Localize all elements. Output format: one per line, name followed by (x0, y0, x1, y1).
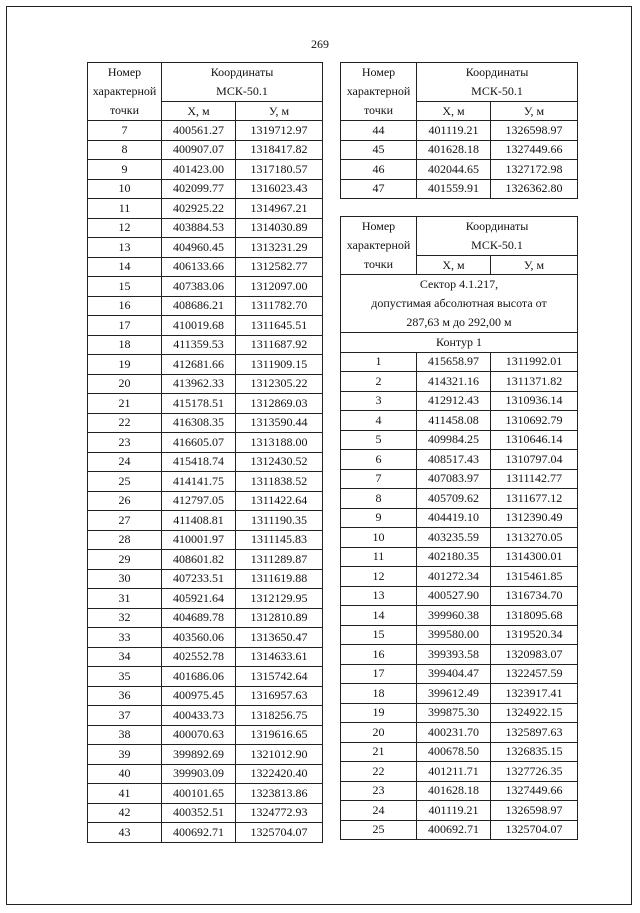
header-y: У, м (491, 102, 578, 121)
page-number: 269 (311, 37, 329, 51)
x-coordinate-cell: 400527.90 (417, 586, 491, 606)
point-number-cell: 8 (341, 489, 417, 509)
y-coordinate-cell: 1327172.98 (491, 160, 578, 180)
point-number-cell: 44 (341, 121, 417, 141)
table-row (341, 586, 578, 606)
x-coordinate-cell: 408686.21 (162, 296, 236, 316)
table-row (88, 452, 323, 472)
point-number-cell: 18 (88, 335, 162, 355)
y-coordinate-cell: 1311619.88 (236, 569, 323, 589)
x-coordinate-cell: 411408.81 (162, 511, 236, 531)
table-row (88, 686, 323, 706)
point-number-cell: 20 (341, 723, 417, 743)
point-number-cell: 27 (88, 511, 162, 531)
x-coordinate-cell: 399892.69 (162, 745, 236, 765)
y-coordinate-cell: 1310692.79 (491, 411, 578, 431)
x-coordinate-cell: 400907.07 (162, 140, 236, 160)
x-coordinate-cell: 415178.51 (162, 394, 236, 414)
point-number-cell: 9 (341, 508, 417, 528)
point-number-cell: 25 (341, 820, 417, 840)
point-number-cell: 10 (341, 528, 417, 548)
x-coordinate-cell: 401119.21 (417, 801, 491, 821)
x-coordinate-cell: 405921.64 (162, 589, 236, 609)
x-coordinate-cell: 412797.05 (162, 491, 236, 511)
y-coordinate-cell: 1323917.41 (491, 684, 578, 704)
point-number-cell: 31 (88, 589, 162, 609)
table-row (88, 667, 323, 687)
table-row (341, 820, 578, 840)
table-row (341, 606, 578, 626)
table-row (88, 569, 323, 589)
x-coordinate-cell: 405709.62 (417, 489, 491, 509)
table-row (88, 140, 323, 160)
table-row (88, 355, 323, 375)
point-number-cell: 20 (88, 374, 162, 394)
y-coordinate-cell: 1315461.85 (491, 567, 578, 587)
point-number-cell: 26 (88, 491, 162, 511)
table-row (88, 764, 323, 784)
coordinates-table-top-right (340, 62, 578, 199)
x-coordinate-cell: 400692.71 (417, 820, 491, 840)
point-number-cell: 25 (88, 472, 162, 492)
point-number-cell: 41 (88, 784, 162, 804)
y-coordinate-cell: 1327449.66 (491, 140, 578, 160)
point-number-cell: 22 (88, 413, 162, 433)
x-coordinate-cell: 404689.78 (162, 608, 236, 628)
table-row (341, 801, 578, 821)
header-x: Х, м (417, 256, 491, 275)
point-number-cell: 19 (88, 355, 162, 375)
header-x: Х, м (417, 102, 491, 121)
y-coordinate-cell: 1325704.07 (236, 823, 323, 843)
point-number-cell: 23 (341, 781, 417, 801)
header-coordinates: Координаты МСК-50.1 (162, 63, 323, 102)
x-coordinate-cell: 399875.30 (417, 703, 491, 723)
point-number-cell: 17 (341, 664, 417, 684)
table-row (88, 491, 323, 511)
y-coordinate-cell: 1311289.87 (236, 550, 323, 570)
y-coordinate-cell: 1311687.92 (236, 335, 323, 355)
table-row (88, 277, 323, 297)
x-coordinate-cell: 408517.43 (417, 450, 491, 470)
table-row (88, 706, 323, 726)
point-number-cell: 42 (88, 803, 162, 823)
y-coordinate-cell: 1312390.49 (491, 508, 578, 528)
x-coordinate-cell: 400678.50 (417, 742, 491, 762)
point-number-cell: 46 (341, 160, 417, 180)
x-coordinate-cell: 400352.51 (162, 803, 236, 823)
point-number-cell: 11 (341, 547, 417, 567)
y-coordinate-cell: 1310936.14 (491, 391, 578, 411)
table-row (341, 762, 578, 782)
point-number-cell: 12 (88, 218, 162, 238)
point-number-cell: 7 (88, 121, 162, 141)
table-row (88, 121, 323, 141)
header-y: У, м (236, 102, 323, 121)
point-number-cell: 18 (341, 684, 417, 704)
point-number-cell: 21 (341, 742, 417, 762)
y-coordinate-cell: 1310797.04 (491, 450, 578, 470)
y-coordinate-cell: 1313270.05 (491, 528, 578, 548)
table-row (88, 472, 323, 492)
table-row (88, 530, 323, 550)
x-coordinate-cell: 401211.71 (417, 762, 491, 782)
x-coordinate-cell: 404960.45 (162, 238, 236, 258)
table-row (341, 352, 578, 372)
table-row (88, 374, 323, 394)
y-coordinate-cell: 1318256.75 (236, 706, 323, 726)
point-number-cell: 40 (88, 764, 162, 784)
point-number-cell: 12 (341, 567, 417, 587)
point-number-cell: 36 (88, 686, 162, 706)
x-coordinate-cell: 402099.77 (162, 179, 236, 199)
table-row (341, 781, 578, 801)
x-coordinate-cell: 400561.27 (162, 121, 236, 141)
table-row (88, 433, 323, 453)
point-number-cell: 16 (88, 296, 162, 316)
table-row (88, 335, 323, 355)
table-row (341, 121, 578, 141)
point-number-cell: 14 (341, 606, 417, 626)
header-coordinates: Координаты МСК-50.1 (417, 217, 578, 256)
y-coordinate-cell: 1325704.07 (491, 820, 578, 840)
y-coordinate-cell: 1314300.01 (491, 547, 578, 567)
y-coordinate-cell: 1316957.63 (236, 686, 323, 706)
table-row (341, 664, 578, 684)
x-coordinate-cell: 416308.35 (162, 413, 236, 433)
point-number-cell: 11 (88, 199, 162, 219)
table-row (341, 645, 578, 665)
y-coordinate-cell: 1311422.64 (236, 491, 323, 511)
table-row (88, 647, 323, 667)
point-number-cell: 19 (341, 703, 417, 723)
point-number-cell: 2 (341, 372, 417, 392)
y-coordinate-cell: 1312097.00 (236, 277, 323, 297)
y-coordinate-cell: 1327726.35 (491, 762, 578, 782)
table-row (88, 628, 323, 648)
point-number-cell: 29 (88, 550, 162, 570)
point-number-cell: 17 (88, 316, 162, 336)
y-coordinate-cell: 1318095.68 (491, 606, 578, 626)
y-coordinate-cell: 1326835.15 (491, 742, 578, 762)
point-number-cell: 33 (88, 628, 162, 648)
table-row (341, 430, 578, 450)
point-number-cell: 24 (341, 801, 417, 821)
table-row (341, 547, 578, 567)
point-number-cell: 38 (88, 725, 162, 745)
table-row (341, 140, 578, 160)
y-coordinate-cell: 1326598.97 (491, 801, 578, 821)
y-coordinate-cell: 1323813.86 (236, 784, 323, 804)
y-coordinate-cell: 1322420.40 (236, 764, 323, 784)
x-coordinate-cell: 400101.65 (162, 784, 236, 804)
x-coordinate-cell: 400070.63 (162, 725, 236, 745)
point-number-cell: 28 (88, 530, 162, 550)
table-row (88, 784, 323, 804)
x-coordinate-cell: 412681.66 (162, 355, 236, 375)
y-coordinate-cell: 1311838.52 (236, 472, 323, 492)
x-coordinate-cell: 401559.91 (417, 179, 491, 199)
y-coordinate-cell: 1312810.89 (236, 608, 323, 628)
x-coordinate-cell: 407233.51 (162, 569, 236, 589)
point-number-cell: 4 (341, 411, 417, 431)
table-row (88, 413, 323, 433)
point-number-cell: 10 (88, 179, 162, 199)
x-coordinate-cell: 401272.34 (417, 567, 491, 587)
point-number-cell: 30 (88, 569, 162, 589)
x-coordinate-cell: 409984.25 (417, 430, 491, 450)
y-coordinate-cell: 1313590.44 (236, 413, 323, 433)
y-coordinate-cell: 1312305.22 (236, 374, 323, 394)
contour-label: Контур 1 (341, 333, 578, 353)
y-coordinate-cell: 1316734.70 (491, 586, 578, 606)
x-coordinate-cell: 406133.66 (162, 257, 236, 277)
x-coordinate-cell: 401686.06 (162, 667, 236, 687)
x-coordinate-cell: 399393.58 (417, 645, 491, 665)
point-number-cell: 34 (88, 647, 162, 667)
sector-description: Сектор 4.1.217, допустимая абсолютная высота от 287,63 м до 292,00 м (341, 275, 578, 333)
table-row (88, 199, 323, 219)
x-coordinate-cell: 412912.43 (417, 391, 491, 411)
x-coordinate-cell: 399612.49 (417, 684, 491, 704)
y-coordinate-cell: 1319520.34 (491, 625, 578, 645)
y-coordinate-cell: 1311145.83 (236, 530, 323, 550)
x-coordinate-cell: 414321.16 (417, 372, 491, 392)
x-coordinate-cell: 410001.97 (162, 530, 236, 550)
x-coordinate-cell: 410019.68 (162, 316, 236, 336)
x-coordinate-cell: 403884.53 (162, 218, 236, 238)
x-coordinate-cell: 400692.71 (162, 823, 236, 843)
x-coordinate-cell: 407083.97 (417, 469, 491, 489)
y-coordinate-cell: 1311142.77 (491, 469, 578, 489)
table-row (341, 411, 578, 431)
y-coordinate-cell: 1322457.59 (491, 664, 578, 684)
y-coordinate-cell: 1311782.70 (236, 296, 323, 316)
point-number-cell: 1 (341, 352, 417, 372)
table-row (88, 296, 323, 316)
header-point-number: Номер характерной точки (341, 63, 417, 121)
bottom-right-table-body (341, 352, 578, 840)
y-coordinate-cell: 1326362.80 (491, 179, 578, 199)
header-point-number: Номер характерной точки (88, 63, 162, 121)
table-row (341, 179, 578, 199)
point-number-cell: 16 (341, 645, 417, 665)
y-coordinate-cell: 1314030.89 (236, 218, 323, 238)
x-coordinate-cell: 415658.97 (417, 352, 491, 372)
point-number-cell: 9 (88, 160, 162, 180)
x-coordinate-cell: 411458.08 (417, 411, 491, 431)
x-coordinate-cell: 400975.45 (162, 686, 236, 706)
table-row (88, 589, 323, 609)
x-coordinate-cell: 402552.78 (162, 647, 236, 667)
x-coordinate-cell: 399960.38 (417, 606, 491, 626)
point-number-cell: 32 (88, 608, 162, 628)
point-number-cell: 8 (88, 140, 162, 160)
x-coordinate-cell: 402044.65 (417, 160, 491, 180)
x-coordinate-cell: 407383.06 (162, 277, 236, 297)
x-coordinate-cell: 411359.53 (162, 335, 236, 355)
y-coordinate-cell: 1313650.47 (236, 628, 323, 648)
point-number-cell: 15 (88, 277, 162, 297)
x-coordinate-cell: 408601.82 (162, 550, 236, 570)
x-coordinate-cell: 402925.22 (162, 199, 236, 219)
point-number-cell: 7 (341, 469, 417, 489)
point-number-cell: 24 (88, 452, 162, 472)
y-coordinate-cell: 1324922.15 (491, 703, 578, 723)
table-row (341, 489, 578, 509)
x-coordinate-cell: 401628.18 (417, 140, 491, 160)
x-coordinate-cell: 401628.18 (417, 781, 491, 801)
x-coordinate-cell: 399580.00 (417, 625, 491, 645)
table-row (88, 725, 323, 745)
point-number-cell: 5 (341, 430, 417, 450)
point-number-cell: 47 (341, 179, 417, 199)
table-row (88, 803, 323, 823)
x-coordinate-cell: 413962.33 (162, 374, 236, 394)
point-number-cell: 23 (88, 433, 162, 453)
point-number-cell: 45 (341, 140, 417, 160)
y-coordinate-cell: 1315742.64 (236, 667, 323, 687)
table-row (88, 823, 323, 843)
point-number-cell: 13 (88, 238, 162, 258)
header-point-number: Номер характерной точки (341, 217, 417, 275)
header-y: У, м (491, 256, 578, 275)
y-coordinate-cell: 1317180.57 (236, 160, 323, 180)
point-number-cell: 22 (341, 762, 417, 782)
table-row (341, 160, 578, 180)
y-coordinate-cell: 1311645.51 (236, 316, 323, 336)
table-row (88, 608, 323, 628)
table-row (88, 316, 323, 336)
y-coordinate-cell: 1321012.90 (236, 745, 323, 765)
table-row (341, 450, 578, 470)
table-row (341, 391, 578, 411)
x-coordinate-cell: 415418.74 (162, 452, 236, 472)
table-row (341, 684, 578, 704)
y-coordinate-cell: 1319712.97 (236, 121, 323, 141)
y-coordinate-cell: 1314967.21 (236, 199, 323, 219)
y-coordinate-cell: 1311371.82 (491, 372, 578, 392)
point-number-cell: 21 (88, 394, 162, 414)
x-coordinate-cell: 414141.75 (162, 472, 236, 492)
table-row (88, 511, 323, 531)
x-coordinate-cell: 401119.21 (417, 121, 491, 141)
y-coordinate-cell: 1325897.63 (491, 723, 578, 743)
y-coordinate-cell: 1314633.61 (236, 647, 323, 667)
y-coordinate-cell: 1327449.66 (491, 781, 578, 801)
table-row (341, 372, 578, 392)
x-coordinate-cell: 399404.47 (417, 664, 491, 684)
y-coordinate-cell: 1319616.65 (236, 725, 323, 745)
y-coordinate-cell: 1311190.35 (236, 511, 323, 531)
y-coordinate-cell: 1318417.82 (236, 140, 323, 160)
y-coordinate-cell: 1311992.01 (491, 352, 578, 372)
point-number-cell: 6 (341, 450, 417, 470)
y-coordinate-cell: 1311677.12 (491, 489, 578, 509)
point-number-cell: 13 (341, 586, 417, 606)
coordinates-table-left (87, 62, 323, 843)
point-number-cell: 35 (88, 667, 162, 687)
table-row (88, 257, 323, 277)
x-coordinate-cell: 404419.10 (417, 508, 491, 528)
y-coordinate-cell: 1310646.14 (491, 430, 578, 450)
y-coordinate-cell: 1312869.03 (236, 394, 323, 414)
y-coordinate-cell: 1312129.95 (236, 589, 323, 609)
header-coordinates: Координаты МСК-50.1 (417, 63, 578, 102)
table-row (88, 394, 323, 414)
point-number-cell: 43 (88, 823, 162, 843)
x-coordinate-cell: 400433.73 (162, 706, 236, 726)
x-coordinate-cell: 401423.00 (162, 160, 236, 180)
y-coordinate-cell: 1313231.29 (236, 238, 323, 258)
x-coordinate-cell: 416605.07 (162, 433, 236, 453)
point-number-cell: 15 (341, 625, 417, 645)
y-coordinate-cell: 1313188.00 (236, 433, 323, 453)
table-row (341, 625, 578, 645)
point-number-cell: 39 (88, 745, 162, 765)
table-row (88, 745, 323, 765)
x-coordinate-cell: 399903.09 (162, 764, 236, 784)
table-row (341, 567, 578, 587)
table-row (88, 238, 323, 258)
header-x: Х, м (162, 102, 236, 121)
x-coordinate-cell: 400231.70 (417, 723, 491, 743)
coordinates-table-bottom-right (340, 216, 578, 840)
point-number-cell: 37 (88, 706, 162, 726)
table-row (341, 469, 578, 489)
top-right-table-body (341, 121, 578, 199)
table-row (88, 179, 323, 199)
y-coordinate-cell: 1316023.43 (236, 179, 323, 199)
table-row (341, 508, 578, 528)
table-row (88, 160, 323, 180)
table-row (341, 742, 578, 762)
table-row (341, 723, 578, 743)
y-coordinate-cell: 1320983.07 (491, 645, 578, 665)
x-coordinate-cell: 403560.06 (162, 628, 236, 648)
x-coordinate-cell: 403235.59 (417, 528, 491, 548)
x-coordinate-cell: 402180.35 (417, 547, 491, 567)
y-coordinate-cell: 1324772.93 (236, 803, 323, 823)
table-row (88, 550, 323, 570)
table-row (341, 703, 578, 723)
y-coordinate-cell: 1326598.97 (491, 121, 578, 141)
point-number-cell: 3 (341, 391, 417, 411)
left-table-body (88, 121, 323, 843)
table-row (341, 528, 578, 548)
y-coordinate-cell: 1312430.52 (236, 452, 323, 472)
table-row (88, 218, 323, 238)
point-number-cell: 14 (88, 257, 162, 277)
y-coordinate-cell: 1311909.15 (236, 355, 323, 375)
y-coordinate-cell: 1312582.77 (236, 257, 323, 277)
